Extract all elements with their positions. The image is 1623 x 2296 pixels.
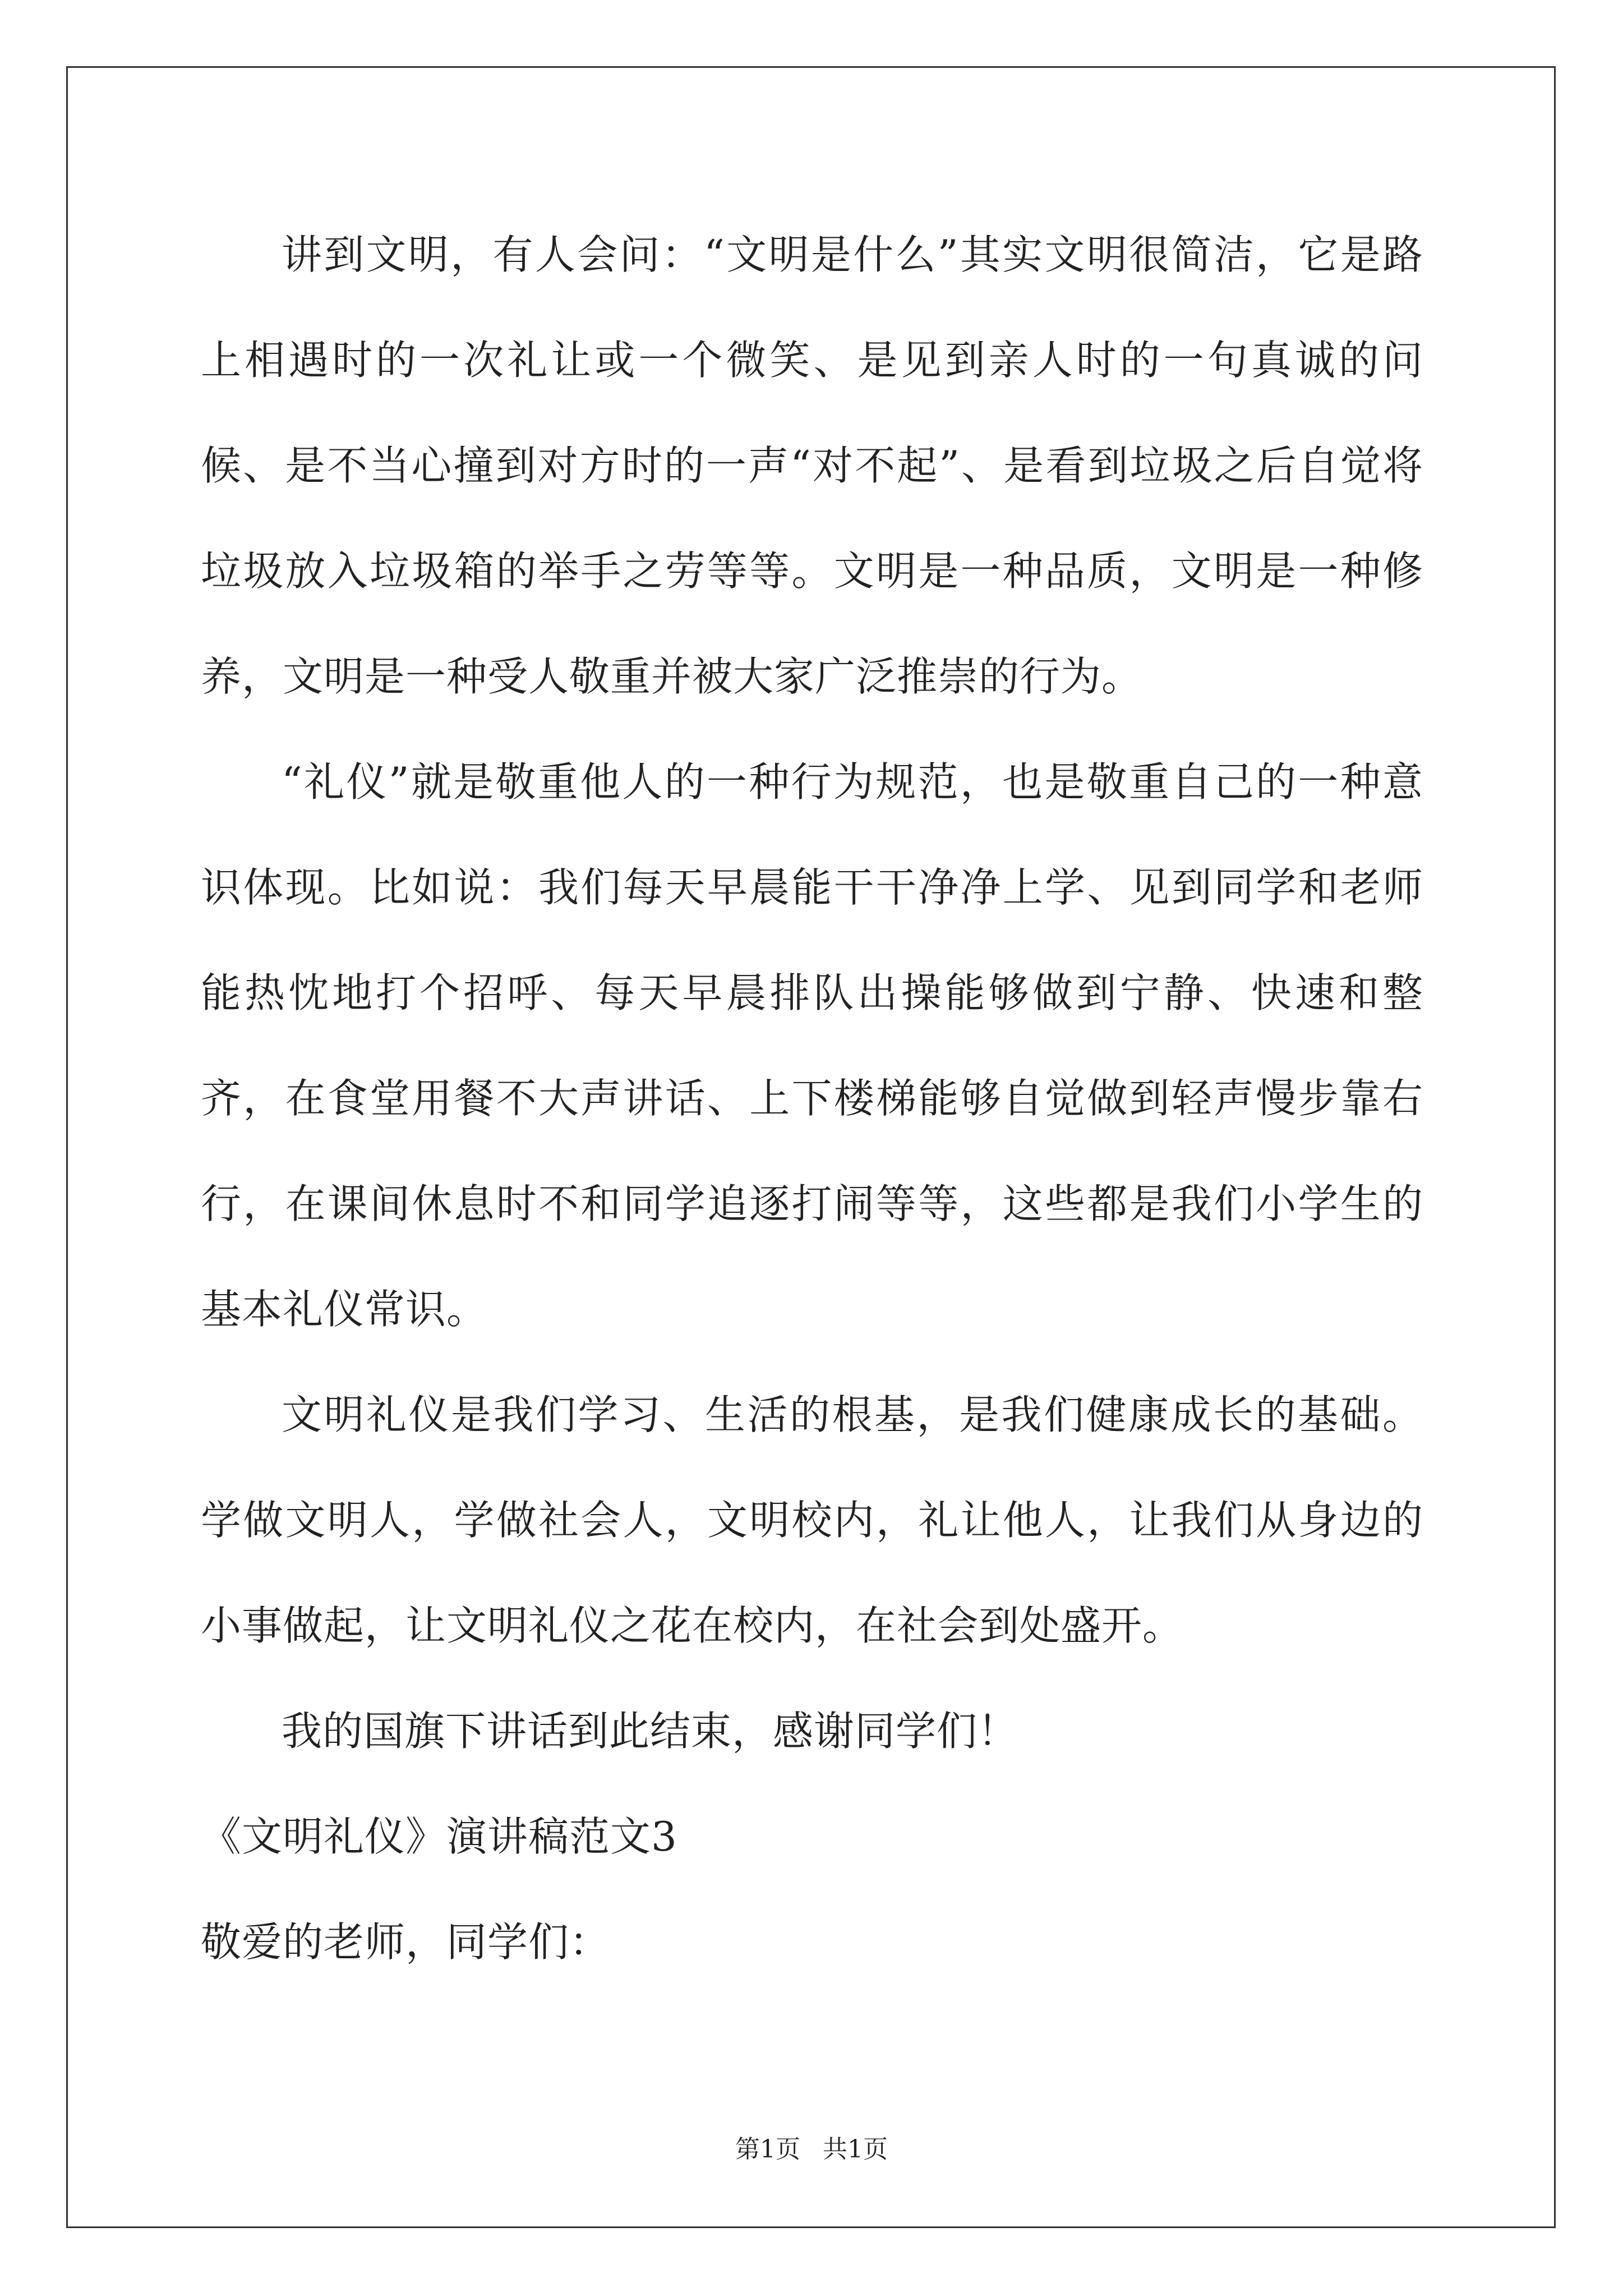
paragraph-4: 我的国旗下讲话到此结束，感谢同学们！ bbox=[282, 1708, 1019, 1755]
paragraph-1: 讲到文明，有人会问：“文明是什么”其实文明很简洁，它是路上相遇时的一次礼让或一个微笑、是见到亲人时的一句真诚的问候、是不当心撞到对方时的一声“对不起”、是看到垃圾之后自觉将垃圾放入垃圾箱的举手之劳等等。文明是一种品质，文明是一种修养，文明是一种受人敬重并被大家广泛推崇的行为。 bbox=[201, 231, 1423, 700]
paragraph-2: “礼仪”就是敬重他人的一种行为规范，也是敬重自己的一种意识体现。比如说：我们每天早晨能干干净净上学、见到同学和老师能热忱地打个招呼、每天早晨排队出操能够做到宁静、快速和整齐，在食堂用餐不大声讲话、上下楼梯能够自觉做到轻声慢步靠右行，在课间休息时不和同学追逐打闹等等，这些都是我们小学生的基本礼仪常识。 bbox=[201, 758, 1423, 1333]
section-title: 《文明礼仪》演讲稿范文3 bbox=[201, 1813, 677, 1860]
salutation: 敬爱的老师，同学们： bbox=[201, 1918, 611, 1966]
page-footer bbox=[0, 2129, 1623, 2165]
paragraph-3: 文明礼仪是我们学习、生活的根基，是我们健康成长的基础。学做文明人，学做社会人，文明校内，礼让他人，让我们从身边的小事做起，让文明礼仪之花在校内，在社会到处盛开。 bbox=[201, 1391, 1423, 1649]
page-number: 第1页 bbox=[735, 2135, 800, 2164]
document-body bbox=[201, 202, 1423, 1995]
page-total: 共1页 bbox=[823, 2135, 888, 2164]
